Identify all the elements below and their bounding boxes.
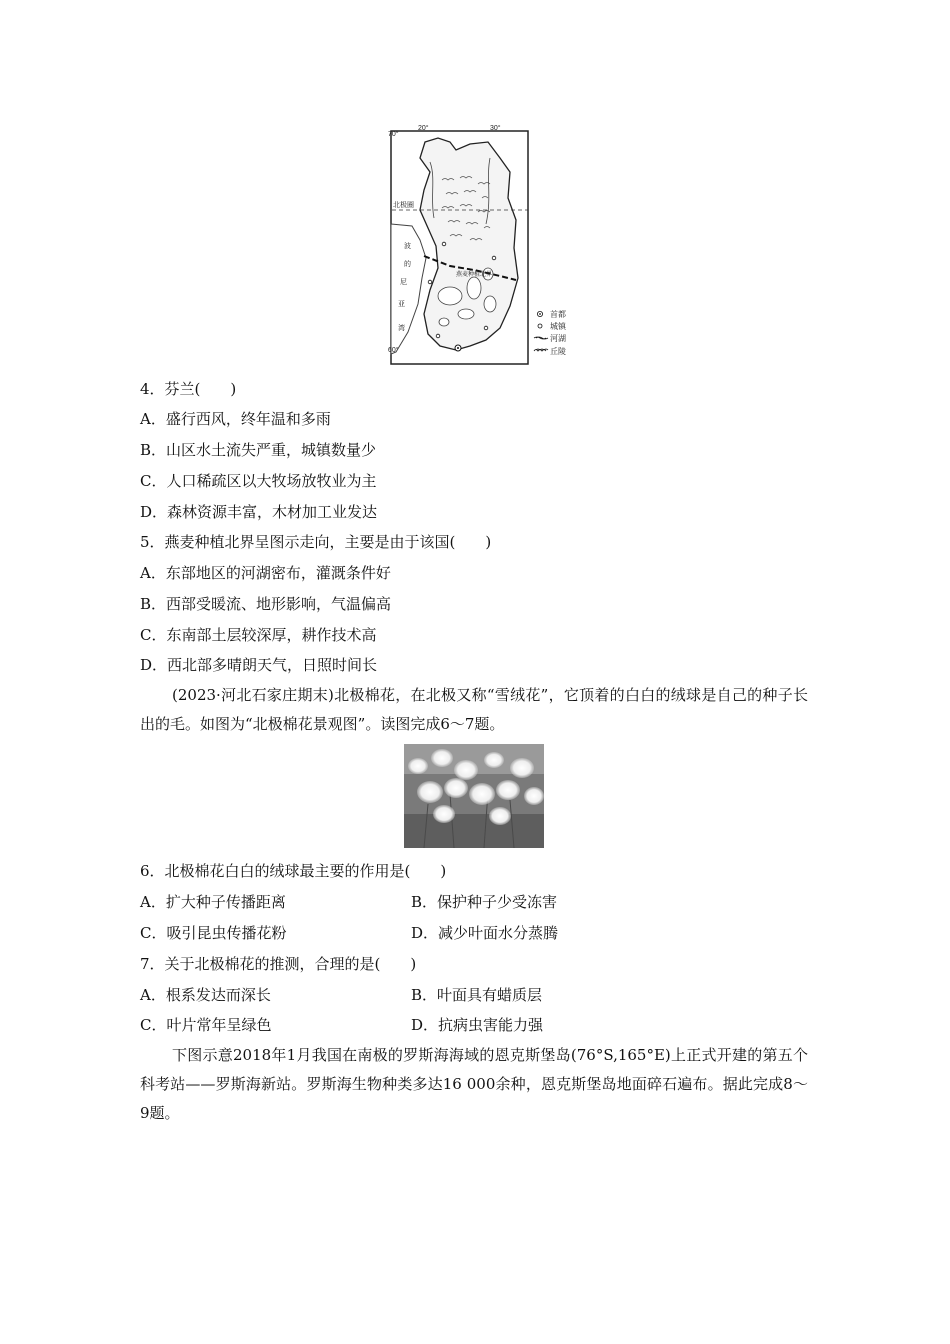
finland-map: [388, 125, 530, 366]
legend-hills: 丘陵: [550, 347, 566, 356]
q5-option-b: B．西部受暖流、地形影响，气温偏高: [140, 595, 392, 613]
q6-stem: 6．北极棉花白白的绒球最主要的作用是( ): [140, 862, 447, 880]
q4-option-d: D．森林资源丰富，木材加工业发达: [140, 503, 378, 521]
q4-stem: 4．芬兰( ): [140, 380, 237, 398]
lon-20-label: 20°: [418, 125, 429, 132]
legend-river-lake: 河湖: [550, 334, 566, 343]
q4-option-a: A．盛行西风，终年温和多雨: [140, 410, 331, 428]
gulf-label-1: 波: [404, 242, 411, 250]
arctic-cotton-photo: [404, 744, 544, 848]
oat-boundary-label: 燕麦种植北界: [456, 271, 493, 278]
q7-option-c: C．叶片常年呈绿色: [140, 1016, 272, 1034]
q5-stem: 5．燕麦种植北界呈图示走向，主要是由于该国( ): [140, 533, 492, 551]
intro-6-7: (2023·河北石家庄期末)北极棉花，在北极又称“雪绒花”，它顶着的白白的绒球是自己的种子长出的毛。如图为“北极棉花景观图”。读图完成6～7题。: [140, 686, 808, 733]
gulf-label-2: 的: [404, 260, 411, 268]
q4-option-c: C．人口稀疏区以大牧场放牧业为主: [140, 472, 377, 490]
lon-30-label: 30°: [490, 125, 501, 132]
q4-option-b: B．山区水土流失严重，城镇数量少: [140, 441, 377, 459]
q7-option-b: B．叶面具有蜡质层: [411, 986, 543, 1004]
q7-option-d: D．抗病虫害能力强: [411, 1016, 544, 1034]
gulf-label-4: 亚: [398, 300, 405, 308]
q6-option-d: D．减少叶面水分蒸腾: [411, 924, 559, 942]
gulf-label-3: 尼: [400, 278, 407, 286]
legend-town: 城镇: [550, 322, 566, 331]
q6-option-c: C．吸引昆虫传播花粉: [140, 924, 287, 942]
q5-option-d: D．西北部多晴朗天气，日照时间长: [140, 656, 378, 674]
q6-option-b: B．保护种子少受冻害: [411, 893, 558, 911]
lat-70-label: 70°: [388, 131, 399, 138]
map-legend-panel: [530, 306, 580, 362]
gulf-label-5: 湾: [398, 324, 405, 332]
q6-option-a: A．扩大种子传播距离: [140, 893, 286, 911]
intro-8-9: 下图示意2018年1月我国在南极的罗斯海海域的恩克斯堡岛(76°S,165°E)上正式开建的第五个科考站——罗斯海新站。罗斯海生物种类多达16 000余种，恩克斯堡岛地面碎石遍布。据此完成8～9题。: [140, 1046, 808, 1122]
q5-option-a: A．东部地区的河湖密布，灌溉条件好: [140, 564, 391, 582]
arctic-circle-label: 北极圈: [393, 201, 414, 209]
legend-capital: 首都: [550, 310, 566, 319]
q7-stem: 7．关于北极棉花的推测，合理的是( ): [140, 955, 417, 973]
lat-60-label: 60°: [388, 347, 399, 354]
q7-option-a: A．根系发达而深长: [140, 986, 271, 1004]
q5-option-c: C．东南部土层较深厚，耕作技术高: [140, 626, 377, 644]
